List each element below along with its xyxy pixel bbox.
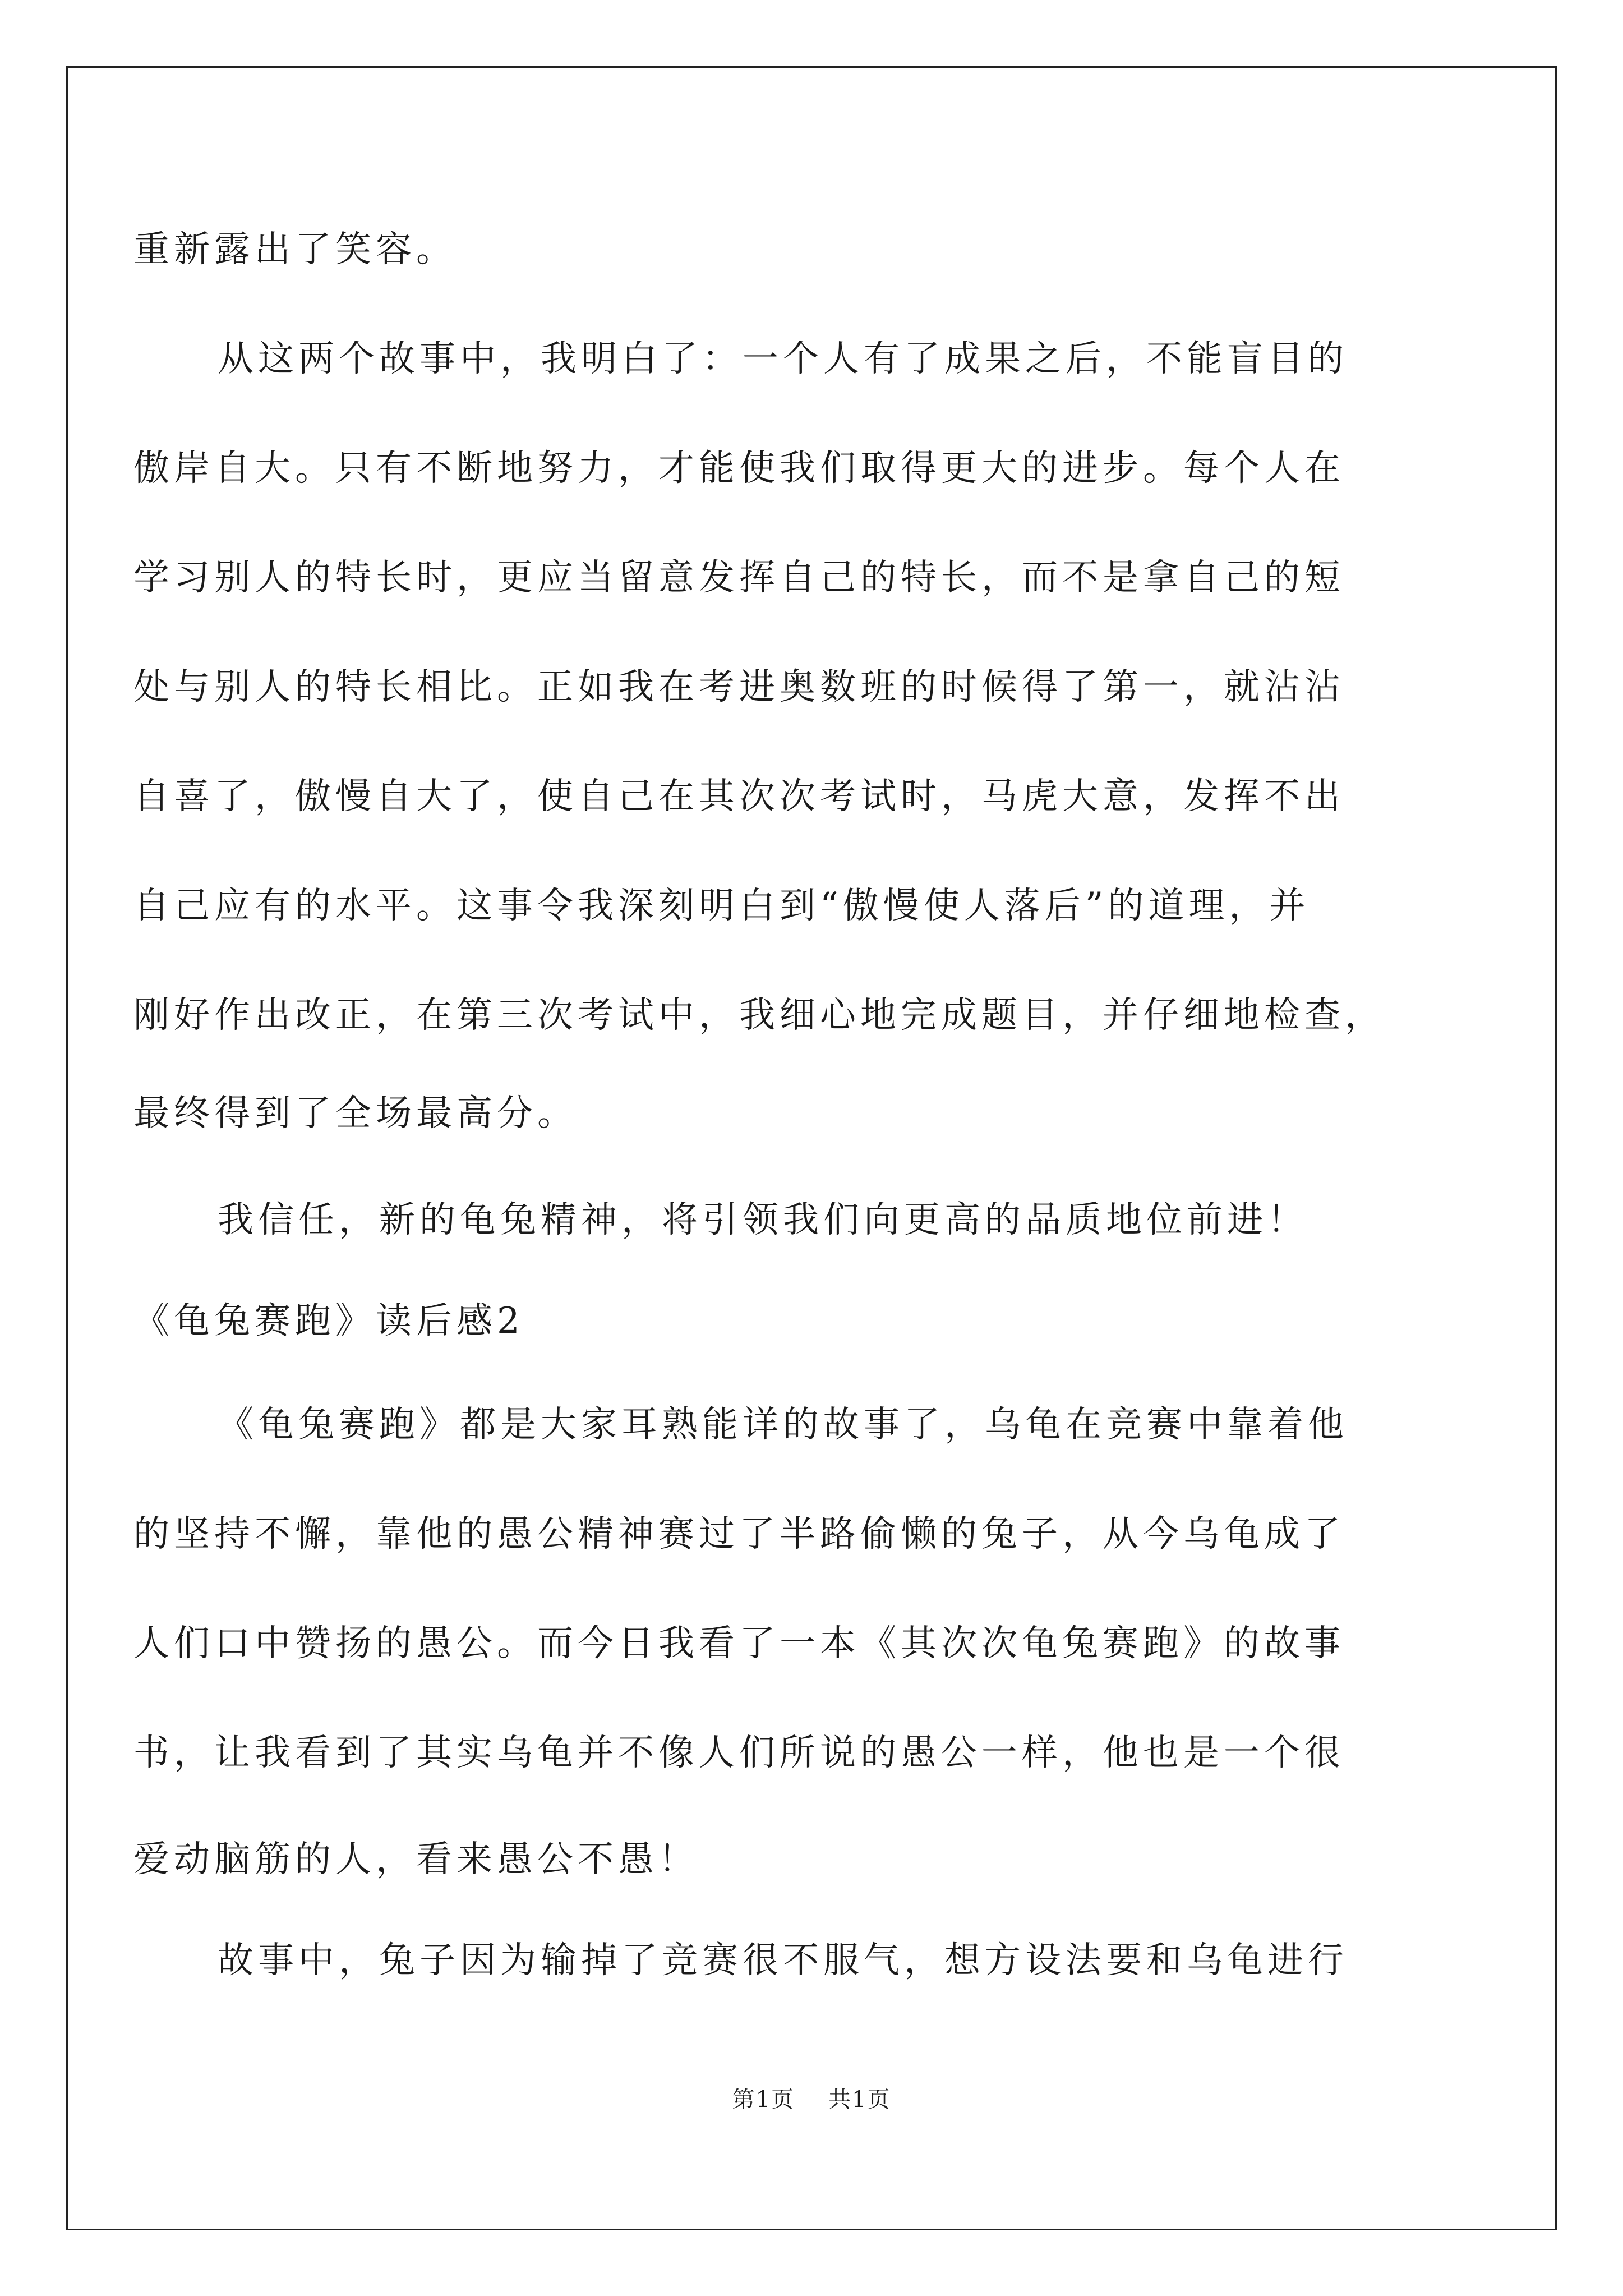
text-line: 从这两个故事中，我明白了：一个人有了成果之后，不能盲目的 xyxy=(218,338,1348,380)
page-number-current: 第1页 xyxy=(732,2087,795,2113)
page-border xyxy=(66,66,1557,2230)
text-line: 学习别人的特长时，更应当留意发挥自己的特长，而不是拿自己的短 xyxy=(133,557,1345,599)
text-line: 自己应有的水平。这事令我深刻明白到“傲慢使人落后”的道理，并 xyxy=(133,885,1310,927)
section-heading: 《龟兔赛跑》读后感2 xyxy=(133,1300,524,1342)
text-line: 最终得到了全场最高分。 xyxy=(133,1093,578,1134)
text-line: 的坚持不懈，靠他的愚公精神赛过了半路偷懒的兔子，从今乌龟成了 xyxy=(133,1513,1345,1555)
text-line: 傲岸自大。只有不断地努力，才能使我们取得更大的进步。每个人在 xyxy=(133,448,1345,489)
text-line: 处与别人的特长相比。正如我在考进奥数班的时候得了第一，就沾沾 xyxy=(133,666,1345,708)
text-line: 书，让我看到了其实乌龟并不像人们所说的愚公一样，他也是一个很 xyxy=(133,1732,1345,1774)
page-number-total: 共1页 xyxy=(828,2087,891,2113)
text-line: 人们口中赞扬的愚公。而今日我看了一本《其次次龟兔赛跑》的故事 xyxy=(133,1623,1345,1664)
text-line: 自喜了，傲慢自大了，使自己在其次次考试时，马虎大意，发挥不出 xyxy=(133,776,1345,817)
text-line: 《龟兔赛跑》都是大家耳熟能详的故事了，乌龟在竞赛中靠着他 xyxy=(218,1404,1348,1446)
text-line: 重新露出了笑容。 xyxy=(133,229,457,270)
page-footer xyxy=(0,2086,1623,2114)
text-line: 我信任，新的龟兔精神，将引领我们向更高的品质地位前进！ xyxy=(218,1199,1308,1241)
text-line: 故事中，兔子因为输掉了竞赛很不服气，想方设法要和乌龟进行 xyxy=(218,1940,1348,1981)
text-line: 爱动脑筋的人，看来愚公不愚！ xyxy=(133,1839,699,1880)
text-line: 刚好作出改正，在第三次考试中，我细心地完成题目，并仔细地检查， xyxy=(133,995,1385,1036)
